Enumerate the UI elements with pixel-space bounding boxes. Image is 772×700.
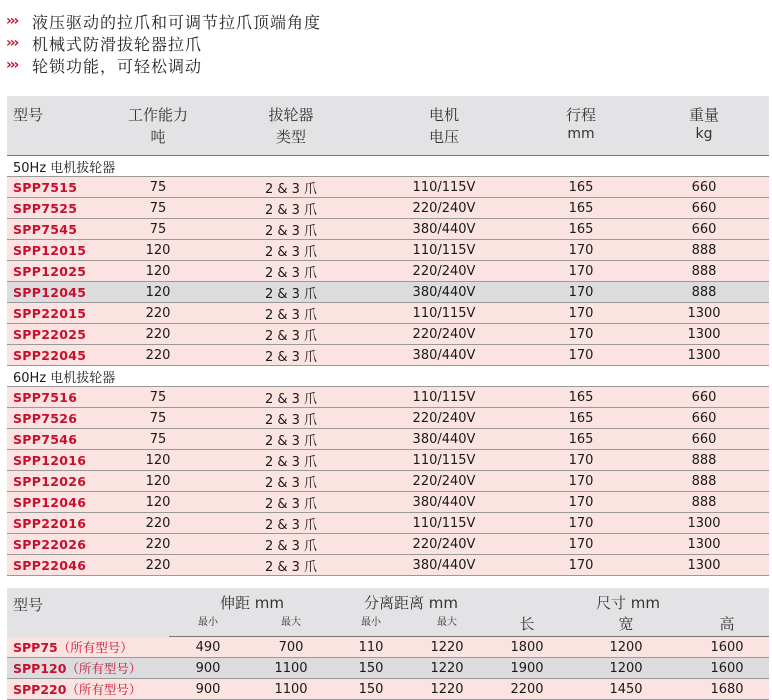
header-reach-max: 最大 [247, 613, 335, 637]
model-code: SPP12025 [7, 261, 99, 282]
spec-table-body [7, 156, 769, 576]
capacity-cell: 75 [99, 429, 217, 450]
weight-cell: 660 [639, 219, 769, 240]
group-row [7, 156, 769, 177]
feature-list [6, 10, 321, 76]
header-model: 型号 [7, 96, 99, 156]
header-spread: 分离距离 mm [335, 588, 487, 613]
voltage-cell: 380/440V [365, 345, 523, 366]
weight-cell: 1300 [639, 345, 769, 366]
header-spread-min: 最小 [335, 613, 407, 637]
header-spread-max: 最大 [407, 613, 487, 637]
type-cell: 2 & 3 爪 [217, 219, 365, 240]
table-row [7, 282, 769, 303]
reach-min-cell: 900 [169, 679, 247, 700]
capacity-cell: 75 [99, 219, 217, 240]
capacity-cell: 75 [99, 387, 217, 408]
model-cell [7, 679, 169, 700]
model-code: SPP7516 [7, 387, 99, 408]
type-cell: 2 & 3 爪 [217, 324, 365, 345]
group-label: 50Hz 电机拔轮器 [7, 156, 769, 177]
voltage-cell: 110/115V [365, 513, 523, 534]
voltage-cell: 220/240V [365, 198, 523, 219]
table-row [7, 240, 769, 261]
model-note: （所有型号） [66, 682, 142, 697]
weight-cell: 888 [639, 261, 769, 282]
header-length: 长 [487, 613, 567, 637]
weight-cell: 1300 [639, 324, 769, 345]
table-row [7, 198, 769, 219]
voltage-cell: 220/240V [365, 534, 523, 555]
type-cell: 2 & 3 爪 [217, 198, 365, 219]
model-cell [7, 658, 169, 679]
table-row [7, 219, 769, 240]
model-code: SPP22015 [7, 303, 99, 324]
model-code: SPP12015 [7, 240, 99, 261]
voltage-cell: 380/440V [365, 492, 523, 513]
model-code: SPP12026 [7, 471, 99, 492]
model-code: SPP22045 [7, 345, 99, 366]
width-cell: 1200 [567, 637, 685, 658]
spread-min-cell: 150 [335, 658, 407, 679]
feature-text: 液压驱动的拉爪和可调节拉爪顶端角度 [32, 12, 322, 32]
capacity-cell: 120 [99, 492, 217, 513]
capacity-cell: 220 [99, 555, 217, 576]
model-code: SPP7515 [7, 177, 99, 198]
capacity-cell: 75 [99, 177, 217, 198]
model-code: SPP22025 [7, 324, 99, 345]
table-row [7, 513, 769, 534]
capacity-cell: 75 [99, 408, 217, 429]
model-code: SPP22026 [7, 534, 99, 555]
weight-cell: 888 [639, 240, 769, 261]
weight-cell: 888 [639, 450, 769, 471]
table-row [7, 177, 769, 198]
type-cell: 2 & 3 爪 [217, 303, 365, 324]
weight-cell: 1300 [639, 513, 769, 534]
weight-cell: 660 [639, 429, 769, 450]
voltage-cell: 220/240V [365, 471, 523, 492]
voltage-cell: 380/440V [365, 219, 523, 240]
length-cell: 1800 [487, 637, 567, 658]
model-code: SPP7545 [7, 219, 99, 240]
model-code: SPP12046 [7, 492, 99, 513]
width-cell: 1450 [567, 679, 685, 700]
weight-cell: 1300 [639, 534, 769, 555]
reach-max-cell: 700 [247, 637, 335, 658]
stroke-cell: 170 [523, 240, 639, 261]
voltage-cell: 380/440V [365, 429, 523, 450]
spread-max-cell: 1220 [407, 679, 487, 700]
spread-max-cell: 1220 [407, 637, 487, 658]
type-cell: 2 & 3 爪 [217, 387, 365, 408]
reach-max-cell: 1100 [247, 679, 335, 700]
voltage-cell: 220/240V [365, 324, 523, 345]
capacity-cell: 220 [99, 513, 217, 534]
voltage-cell: 110/115V [365, 303, 523, 324]
capacity-cell: 220 [99, 324, 217, 345]
spec-table [7, 96, 769, 576]
type-cell: 2 & 3 爪 [217, 534, 365, 555]
table-row [7, 429, 769, 450]
header-model: 型号 [7, 588, 169, 637]
feature-item [6, 32, 321, 54]
header-type: 拔轮器 类型 [217, 96, 365, 156]
stroke-cell: 170 [523, 345, 639, 366]
header-reach-min: 最小 [169, 613, 247, 637]
spread-min-cell: 150 [335, 679, 407, 700]
stroke-cell: 165 [523, 198, 639, 219]
table-row [7, 408, 769, 429]
type-cell: 2 & 3 爪 [217, 261, 365, 282]
model-note: （所有型号） [66, 661, 142, 676]
voltage-cell: 380/440V [365, 282, 523, 303]
weight-cell: 1300 [639, 303, 769, 324]
table-row [7, 450, 769, 471]
feature-item [6, 54, 321, 76]
table-row [7, 658, 769, 679]
weight-cell: 888 [639, 492, 769, 513]
table-row [7, 492, 769, 513]
dimension-table [7, 588, 769, 700]
table-row [7, 387, 769, 408]
spread-max-cell: 1220 [407, 658, 487, 679]
capacity-cell: 120 [99, 282, 217, 303]
weight-cell: 888 [639, 471, 769, 492]
model-code: SPP22046 [7, 555, 99, 576]
model-code: SPP22016 [7, 513, 99, 534]
type-cell: 2 & 3 爪 [217, 471, 365, 492]
stroke-cell: 170 [523, 492, 639, 513]
feature-item [6, 10, 321, 32]
stroke-cell: 170 [523, 303, 639, 324]
group-label: 60Hz 电机拔轮器 [7, 366, 769, 387]
stroke-cell: 170 [523, 282, 639, 303]
model-code: SPP220 [13, 682, 67, 697]
dimension-table-header [7, 588, 769, 613]
stroke-cell: 170 [523, 324, 639, 345]
table-row [7, 345, 769, 366]
type-cell: 2 & 3 爪 [217, 555, 365, 576]
stroke-cell: 165 [523, 177, 639, 198]
stroke-cell: 165 [523, 219, 639, 240]
height-cell: 1600 [685, 658, 769, 679]
capacity-cell: 120 [99, 261, 217, 282]
model-note: （所有型号） [57, 639, 133, 655]
stroke-cell: 170 [523, 450, 639, 471]
type-cell: 2 & 3 爪 [217, 177, 365, 198]
stroke-cell: 165 [523, 429, 639, 450]
table-row [7, 555, 769, 576]
header-dimensions: 尺寸 mm [487, 588, 769, 613]
voltage-cell: 110/115V [365, 177, 523, 198]
model-code: SPP7525 [7, 198, 99, 219]
weight-cell: 1300 [639, 555, 769, 576]
weight-cell: 660 [639, 408, 769, 429]
weight-cell: 660 [639, 198, 769, 219]
capacity-cell: 220 [99, 303, 217, 324]
model-code: SPP12045 [7, 282, 99, 303]
type-cell: 2 & 3 爪 [217, 282, 365, 303]
reach-min-cell: 900 [169, 658, 247, 679]
table-row [7, 637, 769, 658]
model-code: SPP120 [13, 661, 67, 676]
type-cell: 2 & 3 爪 [217, 240, 365, 261]
type-cell: 2 & 3 爪 [217, 408, 365, 429]
table-row [7, 261, 769, 282]
width-cell: 1200 [567, 658, 685, 679]
reach-min-cell: 490 [169, 637, 247, 658]
feature-text: 轮锁功能，可轻松调动 [32, 56, 203, 76]
capacity-cell: 220 [99, 534, 217, 555]
stroke-cell: 170 [523, 471, 639, 492]
length-cell: 1900 [487, 658, 567, 679]
header-weight: 重量 kg [639, 96, 769, 156]
header-voltage: 电机 电压 [365, 96, 523, 156]
dimension-table-body [7, 637, 769, 700]
double-chevron-icon: ››› [6, 35, 18, 51]
capacity-cell: 120 [99, 471, 217, 492]
capacity-cell: 220 [99, 345, 217, 366]
header-reach: 伸距 mm [169, 588, 335, 613]
stroke-cell: 165 [523, 408, 639, 429]
capacity-cell: 120 [99, 450, 217, 471]
model-code: SPP12016 [7, 450, 99, 471]
height-cell: 1600 [685, 637, 769, 658]
type-cell: 2 & 3 爪 [217, 492, 365, 513]
stroke-cell: 170 [523, 513, 639, 534]
voltage-cell: 220/240V [365, 408, 523, 429]
voltage-cell: 380/440V [365, 555, 523, 576]
voltage-cell: 110/115V [365, 387, 523, 408]
spread-min-cell: 110 [335, 637, 407, 658]
table-row [7, 471, 769, 492]
model-cell [7, 637, 169, 658]
spec-table-header [7, 96, 769, 156]
capacity-cell: 120 [99, 240, 217, 261]
table-row [7, 303, 769, 324]
model-code: SPP7526 [7, 408, 99, 429]
double-chevron-icon: ››› [6, 13, 18, 29]
header-stroke: 行程 mm [523, 96, 639, 156]
type-cell: 2 & 3 爪 [217, 513, 365, 534]
type-cell: 2 & 3 爪 [217, 450, 365, 471]
length-cell: 2200 [487, 679, 567, 700]
weight-cell: 660 [639, 177, 769, 198]
double-chevron-icon: ››› [6, 57, 18, 73]
model-code: SPP7546 [7, 429, 99, 450]
weight-cell: 888 [639, 282, 769, 303]
table-row [7, 679, 769, 700]
stroke-cell: 170 [523, 555, 639, 576]
voltage-cell: 110/115V [365, 450, 523, 471]
weight-cell: 660 [639, 387, 769, 408]
reach-max-cell: 1100 [247, 658, 335, 679]
stroke-cell: 170 [523, 534, 639, 555]
capacity-cell: 75 [99, 198, 217, 219]
model-code: SPP75 [13, 639, 58, 655]
header-height: 高 [685, 613, 769, 637]
group-row [7, 366, 769, 387]
table-row [7, 324, 769, 345]
header-width: 宽 [567, 613, 685, 637]
feature-text: 机械式防滑拔轮器拉爪 [32, 34, 203, 54]
voltage-cell: 220/240V [365, 261, 523, 282]
height-cell: 1680 [685, 679, 769, 700]
header-capacity: 工作能力 吨 [99, 96, 217, 156]
table-row [7, 534, 769, 555]
type-cell: 2 & 3 爪 [217, 345, 365, 366]
type-cell: 2 & 3 爪 [217, 429, 365, 450]
stroke-cell: 165 [523, 387, 639, 408]
voltage-cell: 110/115V [365, 240, 523, 261]
stroke-cell: 170 [523, 261, 639, 282]
